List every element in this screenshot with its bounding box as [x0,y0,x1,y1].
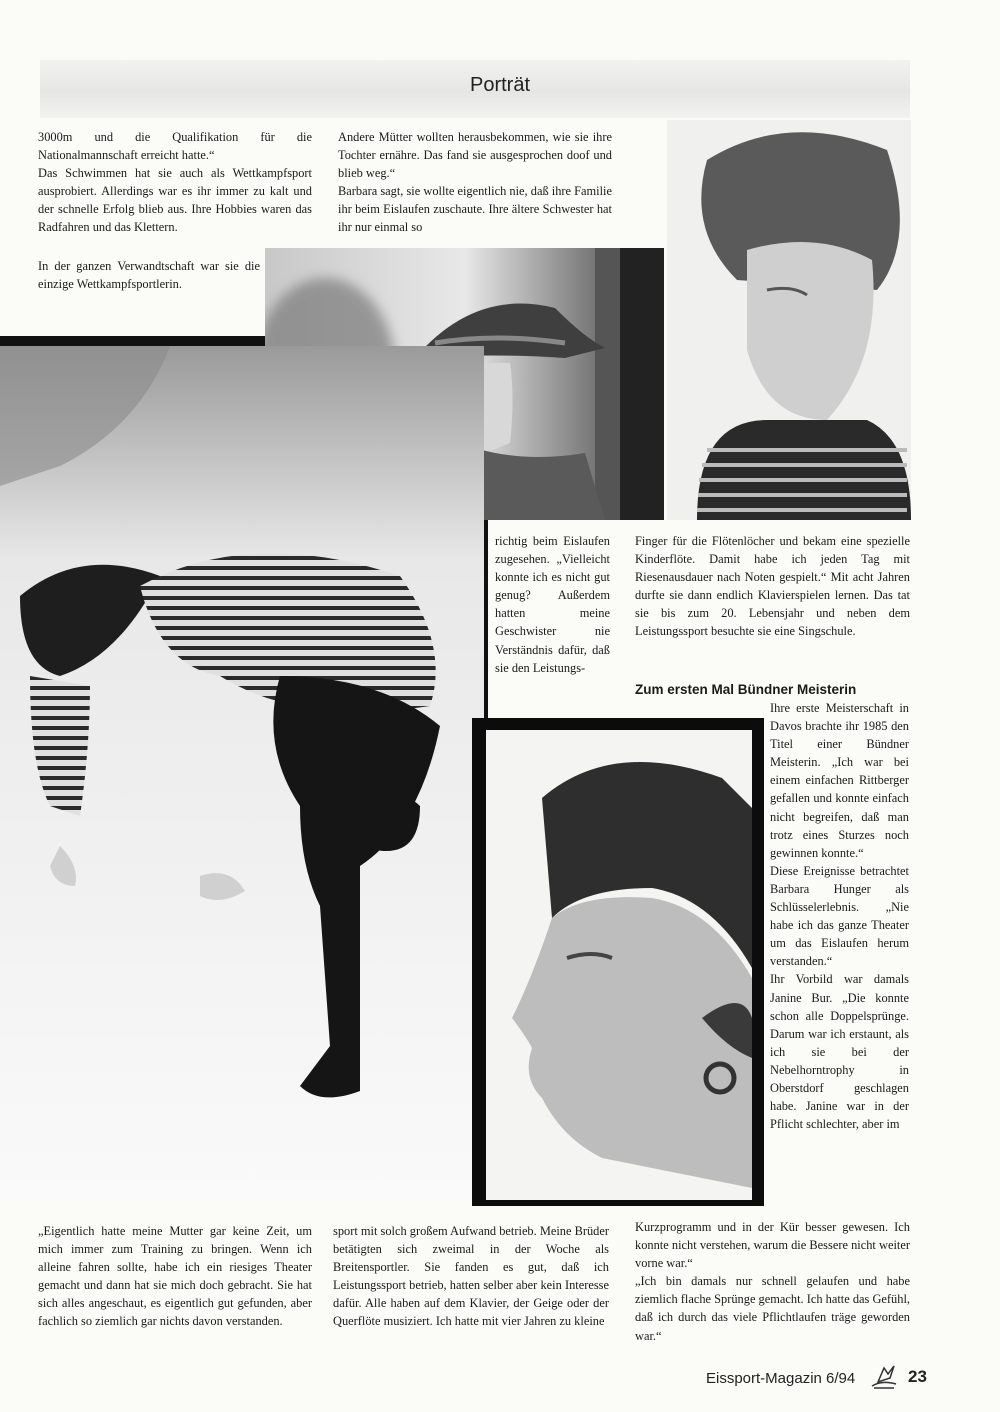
column-2-bottom-text [333,1222,609,1331]
paragraph: In der ganzen Verwandtschaft war sie die einzige Wettkampfsportlerin. [38,259,260,292]
column-3-narrow-text [770,699,909,1133]
page-number: 23 [908,1367,927,1386]
column-1-narrow-text [38,257,260,293]
photo-looking-down [667,120,911,520]
paragraph: Kurzprogramm und in der Kür besser gewesen. Ich konnte nicht verstehen, warum die Bessere nicht weiter vorne war.“ [635,1220,910,1271]
subheading: Zum ersten Mal Bündner Meisterin [635,682,857,697]
column-3-mid-text [635,532,910,641]
paragraph: Barbara sagt, sie wollte eigentlich nie, daß ihre Familie ihr beim Eislaufen zuschaute. Ihre ältere Schwester hat ihr nur einmal so [338,184,612,235]
paragraph: Ihr Vorbild war damals Janine Bur. „Die konnte schon alle Doppelsprünge. Darum war ich erstaunt, als ich sie bei der Nebelhorntrophy in Oberstdorf geschlagen habe. Janine war in der Pflicht schlechter, aber im [770,972,909,1132]
paragraph: Andere Mütter wollten herausbekommen, wie sie ihre Tochter ernähre. Das fand sie ausgesprochen doof und blieb weg.“ [338,130,612,181]
divider-bar [0,336,268,346]
column-2-top-text [338,128,612,237]
paragraph: Das Schwimmen hat sie auch als Wettkampfsport ausprobiert. Allerdings war es ihr immer zu kalt und der schnelle Erfolg blieb aus. Ihre Hobbies waren das Radfahren und das Klettern. [38,166,312,235]
paragraph: sport mit solch großem Aufwand betrieb. Meine Brüder betätigten sich zweimal in der Woche als Breitensportler. Sie fanden es gut, daß ich Leistungssport betrieb, hatten selber aber kein Interesse dafür. Alle haben auf dem Klavier, der Geige oder der Querflöte musiziert. Ich hatte mit vier Jahren zu kleine [333,1224,609,1329]
column-1-bottom-text [38,1222,312,1331]
paragraph: „Eigentlich hatte meine Mutter gar keine Zeit, um mich immer zum Training zu bringen. Wenn ich alleine fahren sollte, habe ich ein riesiges Theater gemacht und dann hat sie mich doch gebracht. Sie hat sich alles angeschaut, es eigentlich gut gefunden, aber fachlich so ziemlich gar nichts davon verstanden. [38,1224,312,1329]
paragraph: „Ich bin damals nur schnell gelaufen und habe ziemlich flache Sprünge gemacht. Ich hatte das Gefühl, daß ich durch das viele Pflichtlaufen träge geworden war.“ [635,1274,910,1343]
frame-line [484,520,488,720]
paragraph: Diese Ereignisse betrachtet Barbara Hunger als Schlüsselerlebnis. „Nie habe ich das ganze Theater um das Eislaufen herum verstanden.“ [770,863,909,969]
skater-logo-icon [868,1362,900,1390]
paragraph: Ihre erste Meisterschaft in Davos brachte ihr 1985 den Titel einer Bündner Meisterin. „Ich war bei einem einfachen Rittberger gefallen und konnte einfach nicht begreifen, daß man trotz eines Sturzes noch gewinnen konnte.“ [770,701,909,860]
column-3-bottom-text [635,1218,910,1345]
photo-bending-pose [0,346,484,1200]
footer-magazine: Eissport-Magazin 6/94 [706,1370,856,1387]
section-title: Porträt [469,74,531,96]
column-2-mid-text [495,532,610,677]
photo-profile-closeup [472,718,764,1206]
column-1-top-text [38,128,312,237]
paragraph: richtig beim Eislaufen zugesehen. „Vielleicht konnte ich es nicht gut genug? Außerdem hatten meine Geschwister nie Verständnis dafür, daß sie den Leistungs- [495,534,610,675]
paragraph: 3000m und die Qualifikation für die Nationalmannschaft erreicht hatte.“ [38,130,312,163]
paragraph: Finger für die Flötenlöcher und bekam eine spezielle Kinderflöte. Damit habe ich jeden Tag mit Riesenausdauer nach Noten gespielt.“ Mit acht Jahren durfte sie dann endlich Klavierspielen lernen. Das tat sie bis zum 20. Lebensjahr und neben dem Leistungssport besuchte sie eine Singschule. [635,534,910,639]
